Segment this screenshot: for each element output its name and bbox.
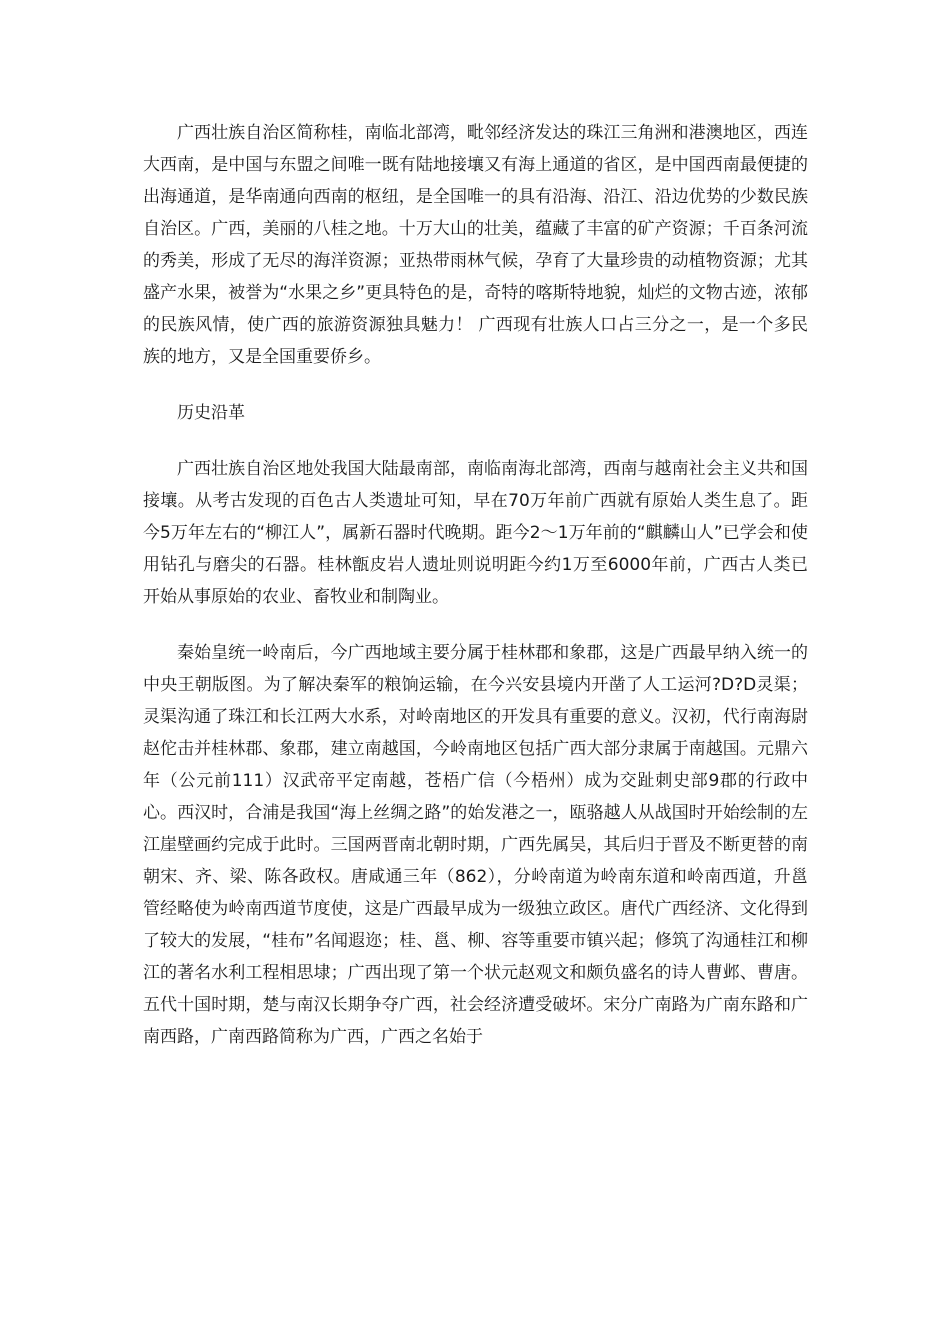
- history-paragraph-2: 秦始皇统一岭南后，今广西地域主要分属于桂林郡和象郡，这是广西最早纳入统一的中央王朝版图。为了解决秦军的粮饷运输，在今兴安县境内开凿了人工运河?D?D灵渠；灵渠沟通了珠江和长江两大水系，对岭南地区的开发具有重要的意义。汉初，代行南海尉赵佗击并桂林郡、象郡，建立南越国，今岭南地区包括广西大部分隶属于南越国。元鼎六年（公元前111）汉武帝平定南越，苍梧广信（今梧州）成为交趾刺史部9郡的行政中心。西汉时，合浦是我国“海上丝绸之路”的始发港之一，瓯骆越人从战国时开始绘制的左江崖壁画约完成于此时。三国两晋南北朝时期，广西先属吴，其后归于晋及不断更替的南朝宋、齐、梁、陈各政权。唐咸通三年（862），分岭南道为岭南东道和岭南西道，升邕管经略使为岭南西道节度使，这是广西最早成为一级独立政区。唐代广西经济、文化得到了较大的发展，“桂布”名闻遐迩；桂、邕、柳、容等重要市镇兴起；修筑了沟通桂江和柳江的著名水利工程相思埭；广西出现了第一个状元赵观文和颇负盛名的诗人曹邺、曹唐。五代十国时期，楚与南汉长期争夺广西，社会经济遭受破坏。宋分广南路为广南东路和广南西路，广南西路简称为广西，广西之名始于: [143, 643, 808, 1047]
- intro-paragraph: 广西壮族自治区简称桂，南临北部湾，毗邻经济发达的珠江三角洲和港澳地区，西连大西南，是中国与东盟之间唯一既有陆地接壤又有海上通道的省区，是中国西南最便捷的出海通道，是华南通向西南的枢纽，是全国唯一的具有沿海、沿江、沿边优势的少数民族自治区。广西，美丽的八桂之地。十万大山的壮美，蕴藏了丰富的矿产资源；千百条河流的秀美，形成了无尽的海洋资源；亚热带雨林气候，孕育了大量珍贵的动植物资源；尤其盛产水果，被誉为“水果之乡”更具特色的是，奇特的喀斯特地貌，灿烂的文物古迹，浓郁的民族风情，使广西的旅游资源独具魅力！ 广西现有壮族人口占三分之一，是一个多民族的地方，又是全国重要侨乡。: [143, 123, 808, 367]
- section-heading-history: 历史沿革: [177, 403, 245, 423]
- history-paragraph-1: 广西壮族自治区地处我国大陆最南部，南临南海北部湾，西南与越南社会主义共和国接壤。从考古发现的百色古人类遗址可知，早在70万年前广西就有原始人类生息了。距今5万年左右的“柳江人”，属新石器时代晚期。距今2～1万年前的“麒麟山人”已学会和使用钻孔与磨尖的石器。桂林甑皮岩人遗址则说明距今约1万至6000年前，广西古人类已开始从事原始的农业、畜牧业和制陶业。: [143, 459, 808, 607]
- document-body: [143, 117, 808, 1077]
